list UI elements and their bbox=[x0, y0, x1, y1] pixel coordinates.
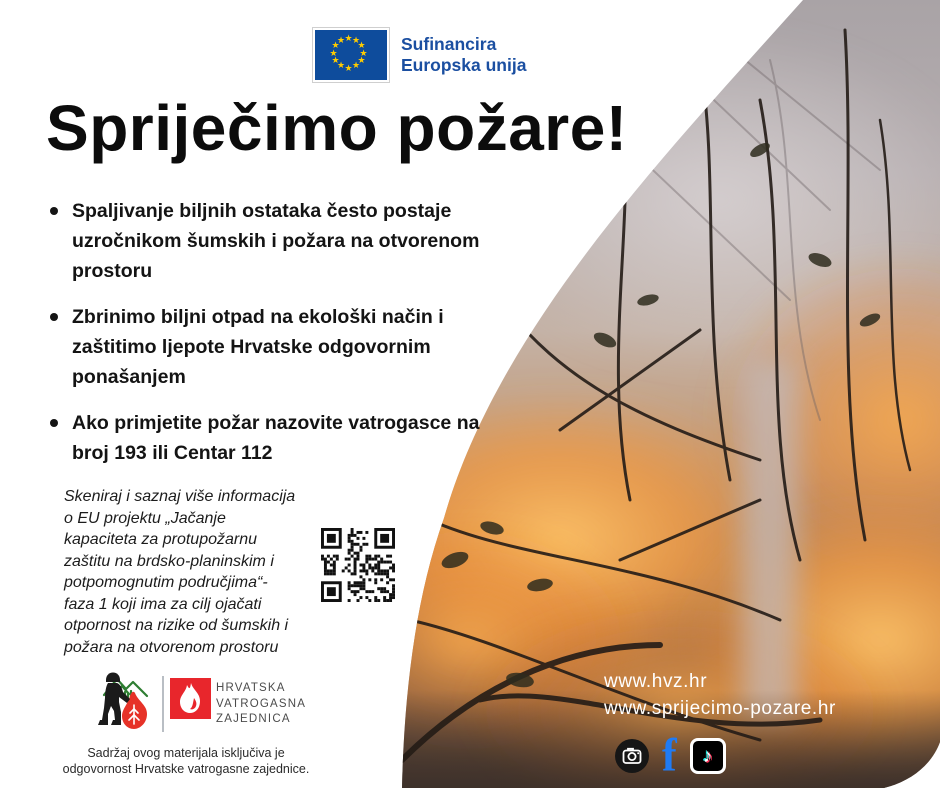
bullet-icon bbox=[50, 419, 58, 427]
facebook-icon[interactable]: f bbox=[662, 729, 677, 782]
tiktok-icon[interactable]: ♪ bbox=[690, 738, 726, 774]
list-item bbox=[48, 302, 496, 392]
eu-credit-line1: Sufinancira bbox=[401, 34, 497, 54]
disclaimer-text bbox=[28, 745, 344, 777]
disclaimer-line: odgovornost Hrvatske vatrogasne zajednice. bbox=[62, 762, 310, 776]
caption-line: otpornost na rizike od šumskih i bbox=[64, 617, 289, 634]
bullet-text: Zbrinimo biljni otpad na ekološki način i zaštitimo ljepote Hrvatske odgovornim ponašanjem bbox=[72, 306, 444, 388]
website-links bbox=[604, 668, 836, 722]
caption-line: zaštitu na brdsko-planinskim i bbox=[64, 552, 274, 570]
bullet-icon bbox=[50, 207, 58, 215]
bullet-list bbox=[48, 196, 496, 484]
eu-credit-line2: Europska unija bbox=[401, 55, 527, 75]
bullet-text: Ako primjetite požar nazovite vatrogasce na broj 193 ili Centar 112 bbox=[72, 412, 480, 464]
list-item bbox=[48, 408, 496, 468]
qr-caption bbox=[64, 486, 334, 658]
bullet-icon bbox=[50, 313, 58, 321]
caption-line: kapaciteta za protupožarnu bbox=[64, 531, 258, 548]
eu-cofunding-block bbox=[313, 28, 526, 82]
link-hvz[interactable]: www.hvz.hr bbox=[604, 671, 708, 692]
caption-line: o EU projektu „Jačanje bbox=[64, 509, 226, 527]
link-sprijecimo-pozare[interactable]: www.sprijecimo-pozare.hr bbox=[604, 698, 836, 719]
page-title: Spriječimo požare! bbox=[46, 92, 628, 164]
bullet-text: Spaljivanje biljnih ostataka često postaje uzročnikom šumskih i požara na otvorenom prostoru bbox=[72, 200, 480, 282]
disclaimer-line: Sadržaj ovog materijala isključiva je bbox=[87, 746, 285, 760]
firefighter-logo bbox=[84, 668, 158, 732]
list-item bbox=[48, 196, 496, 286]
eu-credit-text bbox=[401, 34, 526, 76]
hvz-wordmark-line: VATROGASNA bbox=[216, 697, 307, 710]
social-icons bbox=[615, 729, 726, 782]
hvz-wordmark-line: HRVATSKA bbox=[216, 682, 286, 694]
logo-divider bbox=[162, 676, 164, 732]
eu-flag-icon: ★ ★ ★ ★ ★ ★ ★ ★ ★ ★ ★ ★ bbox=[313, 28, 389, 82]
caption-line: požara na otvorenom prostoru bbox=[64, 638, 279, 656]
qr-code bbox=[321, 528, 395, 602]
caption-line: faza 1 koji ima za cilj ojačati bbox=[64, 595, 262, 613]
hvz-flame-logo bbox=[170, 678, 211, 719]
hvz-wordmark bbox=[216, 681, 306, 728]
caption-line: Skeniraj i saznaj više informacija bbox=[64, 488, 296, 505]
hvz-wordmark-line: ZAJEDNICA bbox=[216, 713, 291, 725]
caption-line: potpomognutim područjima“- bbox=[64, 574, 268, 591]
instagram-icon[interactable] bbox=[615, 739, 649, 773]
